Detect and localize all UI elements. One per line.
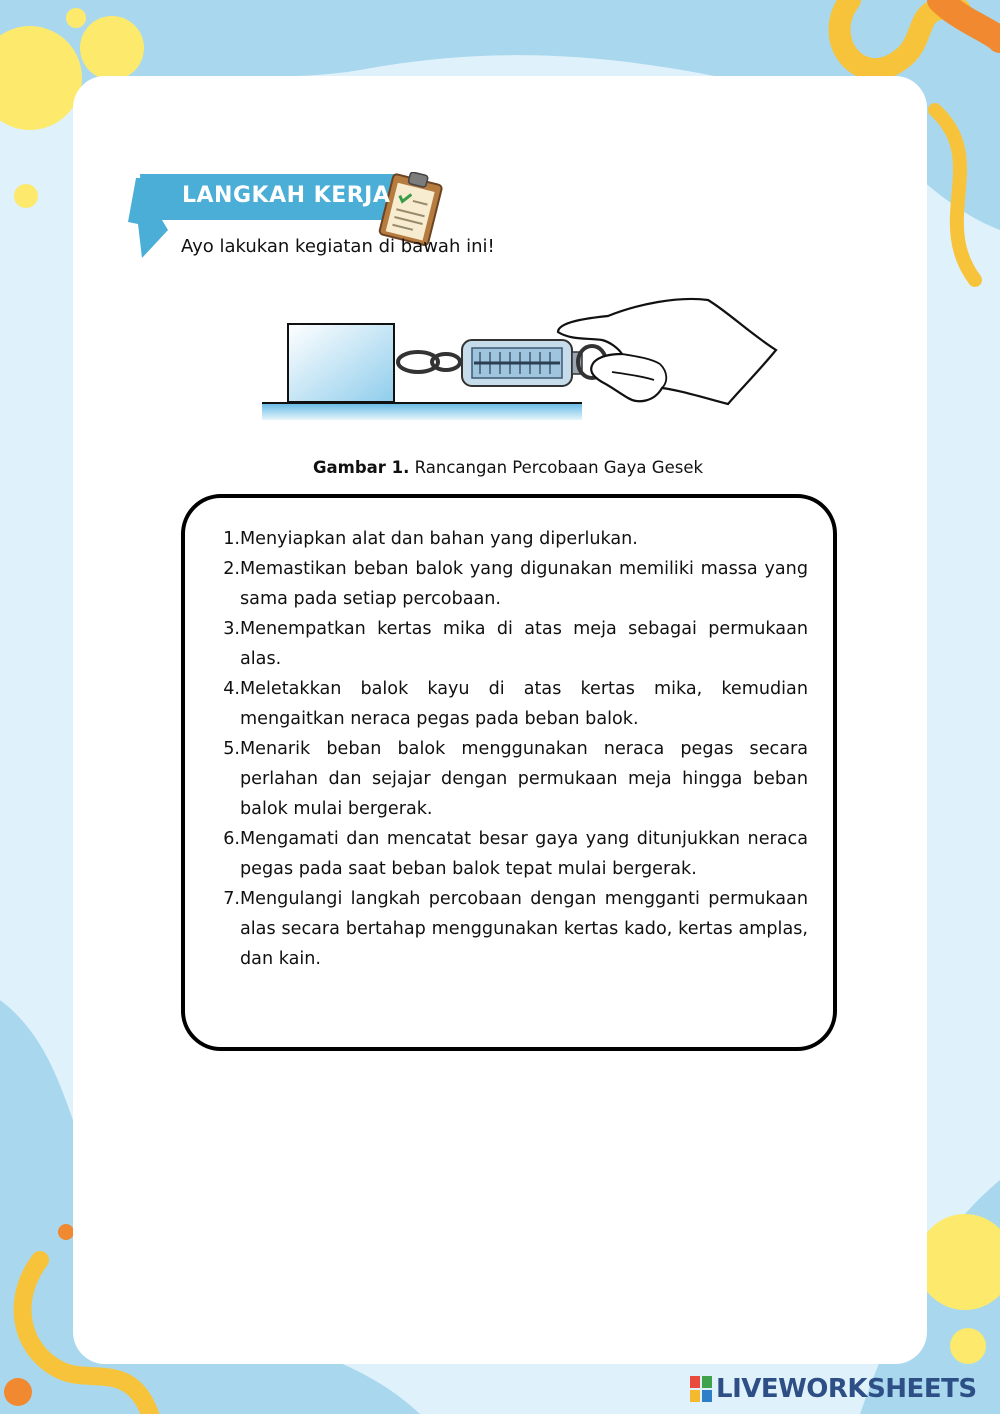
step-text: Menempatkan kertas mika di atas meja sebagai permukaan alas. [240,619,808,669]
step-text: Mengamati dan mencatat besar gaya yang ditunjukkan neraca pegas pada saat beban balok tepat mulai bergerak. [240,829,808,879]
figure-caption-text: Rancangan Percobaan Gaya Gesek [414,458,704,477]
friction-experiment-figure [258,292,782,432]
step-item [214,824,808,884]
bg-orange-dot [58,1224,74,1240]
wooden-block [288,324,394,402]
step-item [214,674,808,734]
step-number: 3. [223,619,240,639]
figure-caption [0,458,1000,477]
step-number: 7. [223,889,240,909]
step-text: Menarik beban balok menggunakan neraca pegas secara perlahan dan sejajar dengan permukaan meja hingga beban balok mulai bergerak. [240,739,808,819]
bg-yellow-bubble [80,16,144,80]
step-item [214,734,808,824]
bg-yellow-bubble [14,184,38,208]
liveworksheets-text: LIVEWORKSHEETS [716,1374,977,1404]
steps-list [214,524,808,974]
step-number: 4. [223,679,240,699]
step-item [214,554,808,614]
step-item [214,884,808,974]
bg-orange-dot [4,1378,32,1406]
step-number: 5. [223,739,240,759]
bg-yellow-bubble [66,8,86,28]
step-number: 2. [223,559,240,579]
banner-title: LANGKAH KERJA [182,183,391,208]
figure-caption-label: Gambar 1. [312,458,410,477]
bg-yellow-bubble [950,1328,986,1364]
step-text: Meletakkan balok kayu di atas kertas mika, kemudian mengaitkan neraca pegas pada beban balok. [240,679,808,729]
step-item [214,524,808,554]
step-text: Mengulangi langkah percobaan dengan mengganti permukaan alas secara bertahap menggunakan kertas kado, kertas amplas, dan kain. [240,889,808,969]
instruction-text: Ayo lakukan kegiatan di bawah ini! [181,236,495,257]
spring-scale [462,340,582,386]
step-item [214,614,808,674]
step-text: Menyiapkan alat dan bahan yang diperlukan. [240,529,638,549]
step-number: 1. [223,529,240,549]
table-surface [262,402,582,420]
liveworksheets-icon [690,1376,712,1402]
liveworksheets-logo[interactable] [690,1372,977,1406]
hand-icon [558,299,776,404]
step-text: Memastikan beban balok yang digunakan memiliki massa yang sama pada setiap percobaan. [240,559,808,609]
step-number: 6. [223,829,240,849]
